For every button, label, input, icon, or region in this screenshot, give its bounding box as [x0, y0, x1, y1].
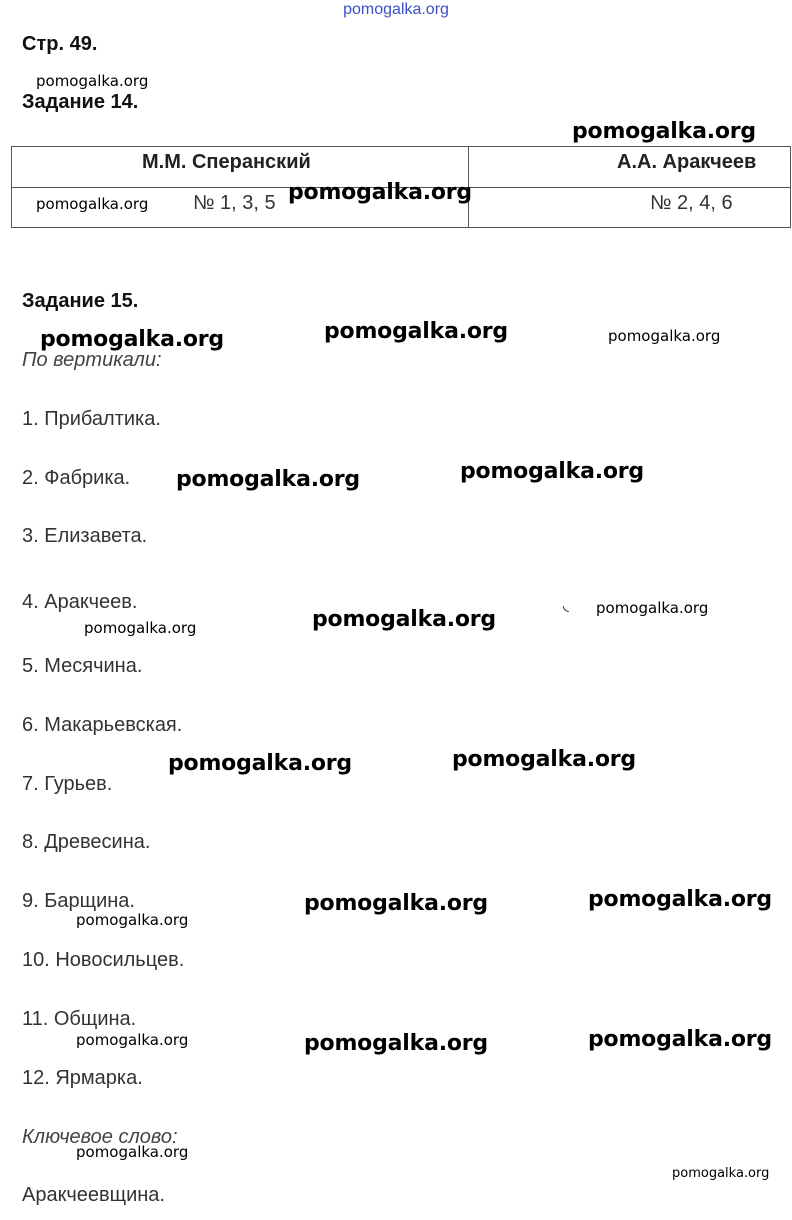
page-number: Стр. 49. — [22, 33, 98, 55]
watermark: pomogalka.org — [288, 180, 472, 205]
list-item: 9. Барщина. — [22, 890, 135, 912]
watermark: pomogalka.org — [76, 1143, 189, 1161]
watermark: pomogalka.org — [672, 1166, 770, 1181]
watermark: pomogalka.org — [76, 911, 189, 929]
list-item: 6. Макарьевская. — [22, 714, 183, 736]
list-item: 11. Община. — [22, 1008, 137, 1030]
watermark: pomogalka.org — [324, 319, 508, 344]
watermark: pomogalka.org — [176, 467, 360, 492]
watermark: pomogalka.org — [84, 619, 197, 637]
task-14-title: Задание 14. — [22, 91, 139, 113]
watermark: pomogalka.org — [588, 887, 772, 912]
list-item: 10. Новосильцев. — [22, 949, 185, 971]
list-item: 1. Прибалтика. — [22, 408, 161, 430]
list-item: 8. Древесина. — [22, 831, 151, 853]
watermark: pomogalka.org — [460, 459, 644, 484]
watermark: pomogalka.org — [312, 607, 496, 632]
watermark: pomogalka.org — [608, 327, 721, 345]
list-item: 3. Елизавета. — [22, 525, 148, 547]
watermark: pomogalka.org — [452, 747, 636, 772]
list-item: 7. Гурьев. — [22, 773, 113, 795]
crescent-mark-icon: ◟ — [563, 597, 569, 614]
watermark: pomogalka.org — [588, 1027, 772, 1052]
site-link[interactable]: pomogalka.org — [343, 1, 449, 18]
list-item: 4. Аракчеев. — [22, 591, 138, 613]
watermark: pomogalka.org — [40, 327, 224, 352]
table-cell-arakcheev: № 2, 4, 6 — [650, 192, 733, 214]
list-item: 5. Месячина. — [22, 655, 143, 677]
table-cell-speransky: № 1, 3, 5 — [193, 192, 276, 214]
task-15-title: Задание 15. — [22, 290, 139, 312]
watermark: pomogalka.org — [304, 891, 488, 916]
watermark: pomogalka.org — [76, 1031, 189, 1049]
watermark: pomogalka.org — [168, 751, 352, 776]
list-item: 12. Ярмарка. — [22, 1067, 143, 1089]
keyword-answer: Аракчеевщина. — [22, 1184, 165, 1206]
watermark: pomogalka.org — [596, 599, 709, 617]
table-header-arakcheev: А.А. Аракчеев — [617, 151, 757, 173]
watermark: pomogalka.org — [304, 1031, 488, 1056]
vertical-label: По вертикали: — [22, 349, 162, 371]
watermark: pomogalka.org — [36, 195, 149, 213]
watermark: pomogalka.org — [36, 72, 149, 90]
watermark: pomogalka.org — [572, 119, 756, 144]
list-item: 2. Фабрика. — [22, 467, 131, 489]
keyword-label: Ключевое слово: — [22, 1126, 178, 1148]
table-header-speransky: М.М. Сперанский — [142, 151, 311, 173]
